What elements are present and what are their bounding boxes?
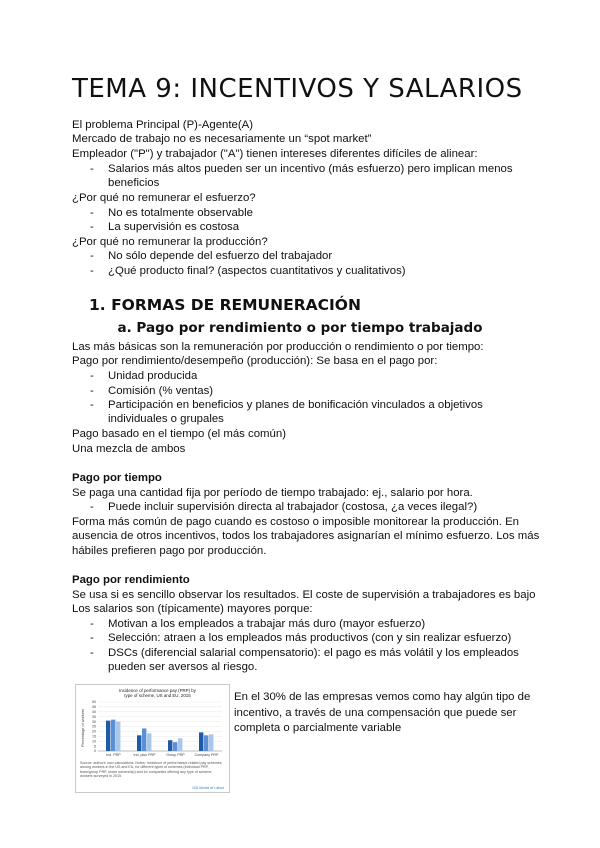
paragraph: hábiles prefieren pago por producción. xyxy=(72,545,267,557)
list-item: Selección: atraen a los empleados más productivos (con y sin realizar esfuerzo) xyxy=(108,632,512,644)
section-heading: 1. FORMAS DE REMUNERACIÓN xyxy=(89,296,361,314)
bar-eu-4 xyxy=(204,735,208,751)
bar-us-4 xyxy=(199,732,203,751)
page-title: TEMA 9: INCENTIVOS Y SALARIOS xyxy=(72,74,523,104)
paragraph: Las más básicas son la remuneración por producción o rendimiento o por tiempo: xyxy=(72,341,484,353)
subheading-pago-tiempo: Pago por tiempo xyxy=(72,472,162,484)
commentary-line: completa o parcialmente variable xyxy=(234,722,402,734)
chart-figure xyxy=(75,684,230,793)
bar-other-2 xyxy=(147,733,151,751)
commentary-line: En el 30% de las empresas vemos como hay algún tipo de xyxy=(234,691,531,703)
bar-eu-3 xyxy=(173,742,177,751)
y-tick-label: 45 xyxy=(92,705,96,710)
list-item: Unidad producida xyxy=(108,370,198,382)
figure-commentary xyxy=(234,690,534,737)
y-tick-label: 5 xyxy=(94,744,96,749)
paragraph: Forma más común de pago cuando es costoso o imposible monitorear la producción. En xyxy=(72,516,520,528)
y-tick-label: 10 xyxy=(92,739,96,744)
x-tick-label: Ind. PRP xyxy=(106,753,121,757)
bar-other-1 xyxy=(116,722,120,751)
list-item: No sólo depende del esfuerzo del trabajador xyxy=(108,250,333,262)
paragraph: Una mezcla de ambos xyxy=(72,443,186,455)
bullet-dash: - xyxy=(90,647,94,659)
x-tick-label: Company PRP xyxy=(194,753,219,757)
bullet-dash: - xyxy=(90,632,94,644)
y-tick-label: 30 xyxy=(92,719,96,724)
chart-caption: Source: authors' own calculations. Notes: Incidence of performance-related pay schemes among workers in the US and EU, for different types of schemes (individual PRP, team/group PRP, share ownership) and for companies offering any type of scheme, workers surveyed in 2015. xyxy=(80,761,222,778)
list-item: Salarios más altos pueden ser un incentivo (más esfuerzo) pero implican menos xyxy=(108,163,513,175)
paragraph: Pago por rendimiento/desempeño (producción): Se basa en el pago por: xyxy=(72,355,438,367)
bar-eu-1 xyxy=(111,720,115,751)
subsection-heading: a. Pago por rendimiento o por tiempo trabajado xyxy=(117,320,483,336)
bullet-dash: - xyxy=(90,250,94,262)
y-tick-label: 20 xyxy=(92,729,96,734)
list-item: La supervisión es costosa xyxy=(108,221,240,233)
bullet-dash: - xyxy=(90,207,94,219)
x-tick-label: Group PRP xyxy=(166,753,185,757)
list-item: pueden ser aversos al riesgo. xyxy=(108,661,258,673)
bar-us-1 xyxy=(106,721,110,751)
bar-eu-2 xyxy=(142,728,146,751)
bullet-dash: - xyxy=(90,370,94,382)
bullet-dash: - xyxy=(90,385,94,397)
paragraph: ausencia de otros incentivos, todos los trabajadores asignarían el mínimo esfuerzo. Los más xyxy=(72,530,540,542)
list-item: Comisión (% ventas) xyxy=(108,385,214,397)
bar-other-4 xyxy=(209,734,213,751)
subheading-pago-rendimiento: Pago por rendimiento xyxy=(72,574,190,586)
list-item: ¿Qué producto final? (aspectos cuantitativos y cualitativos) xyxy=(108,265,406,277)
commentary-line: incentivo, a través de una compensación que puede ser xyxy=(234,706,517,719)
chart-source-logo: IZA World of Labor xyxy=(192,786,224,790)
list-item: Puede incluir supervisión directa al trabajador (costosa, ¿a veces ilegal?) xyxy=(108,501,478,513)
bullet-dash: - xyxy=(90,618,94,630)
x-tick-label: Ind. plus PRP xyxy=(133,753,156,757)
paragraph: Se paga una cantidad fija por período de tiempo trabajado: ej., salario por hora. xyxy=(72,487,473,499)
y-tick-label: 0 xyxy=(94,749,96,754)
paragraph: Se usa si es sencillo observar los resultados. El coste de supervisión a trabajadores es bajo xyxy=(72,589,536,601)
paragraph: Pago basado en el tiempo (el más común) xyxy=(72,428,287,440)
chart-title-line: type of scheme, US and EU, 2015 xyxy=(124,693,191,699)
bar-other-3 xyxy=(178,738,182,751)
y-tick-label: 15 xyxy=(92,734,96,739)
y-tick-label: 50 xyxy=(92,700,96,705)
y-axis-label: Percentage of workers xyxy=(81,709,85,747)
paragraph: Los salarios son (típicamente) mayores porque: xyxy=(72,603,313,615)
bullet-dash: - xyxy=(90,265,94,277)
question: ¿Por qué no remunerar el esfuerzo? xyxy=(72,192,256,204)
list-item: No es totalmente observable xyxy=(108,207,253,219)
list-item: Motivan a los empleados a trabajar más duro (mayor esfuerzo) xyxy=(108,618,426,630)
list-item: DSCs (diferencial salarial compensatorio): el pago es más volátil y los empleados xyxy=(108,647,519,659)
y-tick-label: 40 xyxy=(92,710,96,714)
bullet-dash: - xyxy=(90,163,94,175)
bar-us-3 xyxy=(168,740,172,751)
chart-title-line: Incidence of performance pay (PRP) by xyxy=(119,688,196,693)
y-tick-label: 35 xyxy=(92,714,96,719)
bar-us-2 xyxy=(137,735,141,751)
intro-paragraph: Mercado de trabajo no es necesariamente un “spot market” xyxy=(72,133,372,145)
bullet-dash: - xyxy=(90,399,94,411)
y-tick-label: 25 xyxy=(92,724,96,729)
list-item: Participación en beneficios y planes de bonificación vinculados a objetivos xyxy=(108,399,483,411)
bullet-dash: - xyxy=(90,221,94,233)
intro-paragraph: El problema Principal (P)-Agente(A) xyxy=(72,119,254,131)
list-item: beneficios xyxy=(108,177,160,189)
question: ¿Por qué no remunerar la producción? xyxy=(72,236,268,248)
list-item: individuales o grupales xyxy=(108,413,224,425)
bullet-dash: - xyxy=(90,501,94,513)
intro-paragraph: Empleador ("P") y trabajador ("A") tienen intereses diferentes difíciles de alinear: xyxy=(72,148,478,160)
